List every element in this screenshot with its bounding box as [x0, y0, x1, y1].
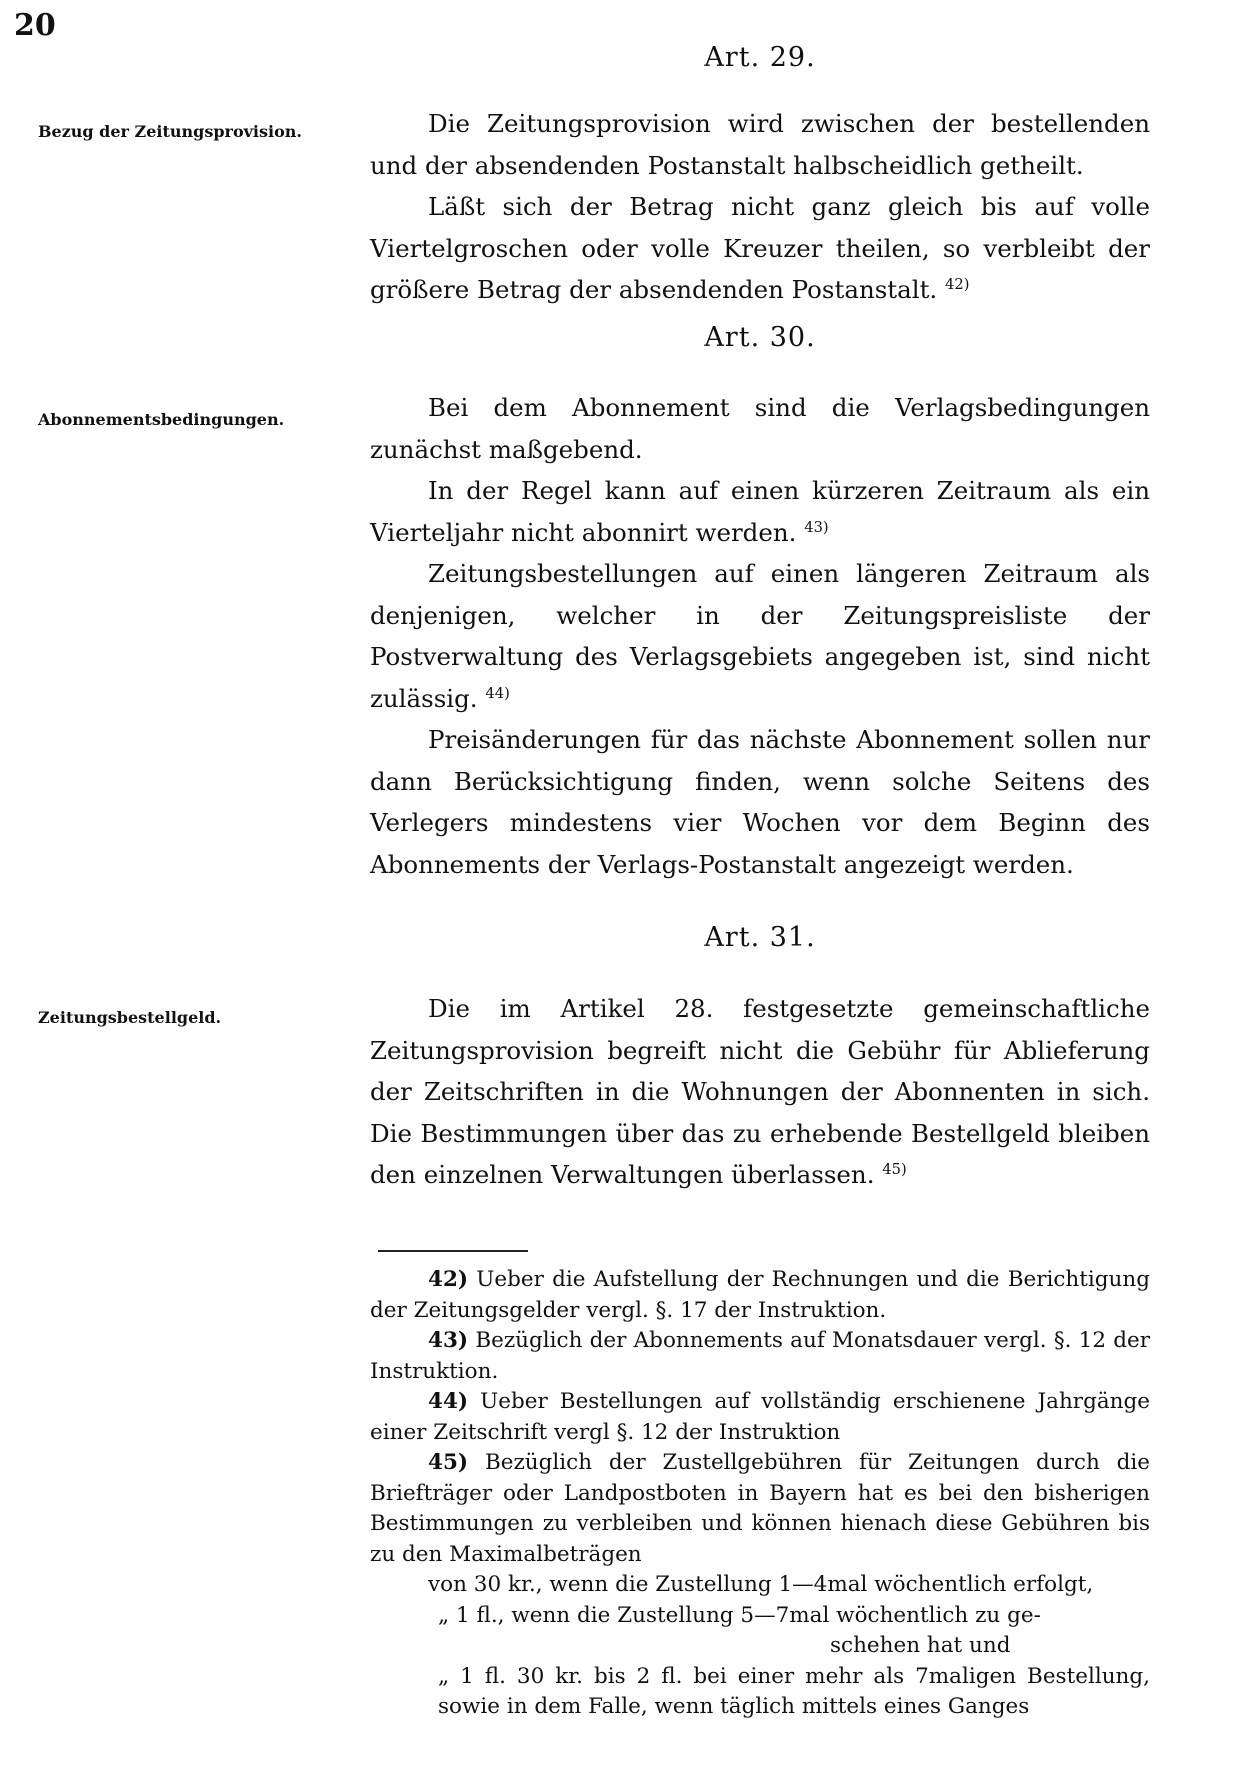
footnote-text: Ueber die Aufstellung der Rechnungen und die Berichtigung der Zeitungsgelder vergl. §. 17 der Instruktion.: [370, 1267, 1150, 1323]
margin-note-art30: Abonnementsbedingungen.: [38, 410, 285, 429]
footnote-44: [370, 1387, 1150, 1448]
article-31-body: [370, 988, 1150, 1196]
footnote-ref-43: 43): [804, 518, 829, 536]
article-30-body: [370, 387, 1150, 885]
article-heading-30: Art. 30.: [704, 322, 816, 353]
footnote-text: Bezüglich der Zustellgebühren für Zeitungen durch die Briefträger oder Landpostboten in Bayern hat es bei den bisherigen Bestimmungen zu verbleiben und können hienach diese Gebühren bis zu den Maximalbeträgen: [370, 1450, 1150, 1567]
article-29-paragraph-2: Läßt sich der Betrag nicht ganz gleich bis auf volle Viertelgroschen oder volle Kreuzer theilen, so verbleibt der größere Betrag der absendenden Postanstalt. $^{42)}$: [370, 192, 1150, 304]
article-31-paragraph-1: Die im Artikel 28. festgesetzte gemeinschaftliche Zeitungsprovision begreift nicht die Gebühr für Ablieferung der Zeitschriften in die Wohnungen der Abonnenten in sich. Die Bestimmungen über das zu erhebende Bestellgeld bleiben den einzelnen Verwaltungen überlassen. $^{45)}$: [370, 994, 1150, 1189]
footnote-text: Bezüglich der Abonnements auf Monatsdauer vergl. §. 12 der Instruktion.: [370, 1328, 1150, 1384]
article-29-paragraph-1: Die Zeitungsprovision wird zwischen der bestellenden und der absendenden Postanstalt halbscheidlich getheilt.: [370, 109, 1150, 180]
footnote-ref-45: 45): [882, 1160, 907, 1178]
footnote-number: 45): [428, 1450, 469, 1475]
article-30-paragraph-3: Zeitungsbestellungen auf einen längeren Zeitraum als denjenigen, welcher in der Zeitungspreisliste der Postverwaltung des Verlagsgebiets angegeben ist, sind nicht zulässig. $^{44)}$: [370, 559, 1150, 713]
fee-line-3: schehen hat und: [830, 1633, 1011, 1658]
fee-line-2: „ 1 fl., wenn die Zustellung 5—7mal wöchentlich zu ge-: [438, 1602, 1041, 1628]
footnotes: [370, 1265, 1150, 1723]
article-heading-29: Art. 29.: [704, 42, 816, 73]
footnote-ref-44: 44): [485, 684, 510, 702]
fee-line-1: von 30 kr., wenn die Zustellung 1—4mal wöchentlich erfolgt,: [428, 1572, 1094, 1597]
footnote-number: 44): [428, 1389, 469, 1414]
article-30-paragraph-2: In der Regel kann auf einen kürzeren Zeitraum als ein Vierteljahr nicht abonnirt werden. $^{43)}$: [370, 476, 1150, 547]
footnote-ref-42: 42): [945, 275, 970, 293]
article-heading-31: Art. 31.: [704, 922, 816, 953]
footnote-number: 42): [428, 1267, 469, 1292]
margin-note-art31: Zeitungsbestellgeld.: [38, 1008, 222, 1027]
footnote-text: Ueber Bestellungen auf vollständig erschienene Jahrgänge einer Zeitschrift vergl §. 12 der Instruktion: [370, 1389, 1150, 1445]
article-29-body: [370, 103, 1150, 311]
fee-line-4: „ 1 fl. 30 kr. bis 2 fl. bei einer mehr als 7maligen Bestellung, sowie in dem Falle, wenn täglich mittels eines Ganges: [438, 1663, 1150, 1719]
footnote-45: [370, 1448, 1150, 1570]
margin-note-art29: Bezug der Zeitungsprovision.: [38, 122, 302, 141]
article-30-paragraph-4: Preisänderungen für das nächste Abonnement sollen nur dann Berücksichtigung finden, wenn solche Seitens des Verlegers mindestens vier Wochen vor dem Beginn des Abonnements der Verlags-Postanstalt angezeigt werden.: [370, 725, 1150, 879]
footnote-42: [370, 1265, 1150, 1326]
footnote-separator: [378, 1250, 528, 1252]
footnote-number: 43): [428, 1328, 469, 1353]
page-number: 20: [14, 8, 56, 43]
footnote-43: [370, 1326, 1150, 1387]
article-30-paragraph-1: Bei dem Abonnement sind die Verlagsbedingungen zunächst maßgebend.: [370, 393, 1150, 464]
